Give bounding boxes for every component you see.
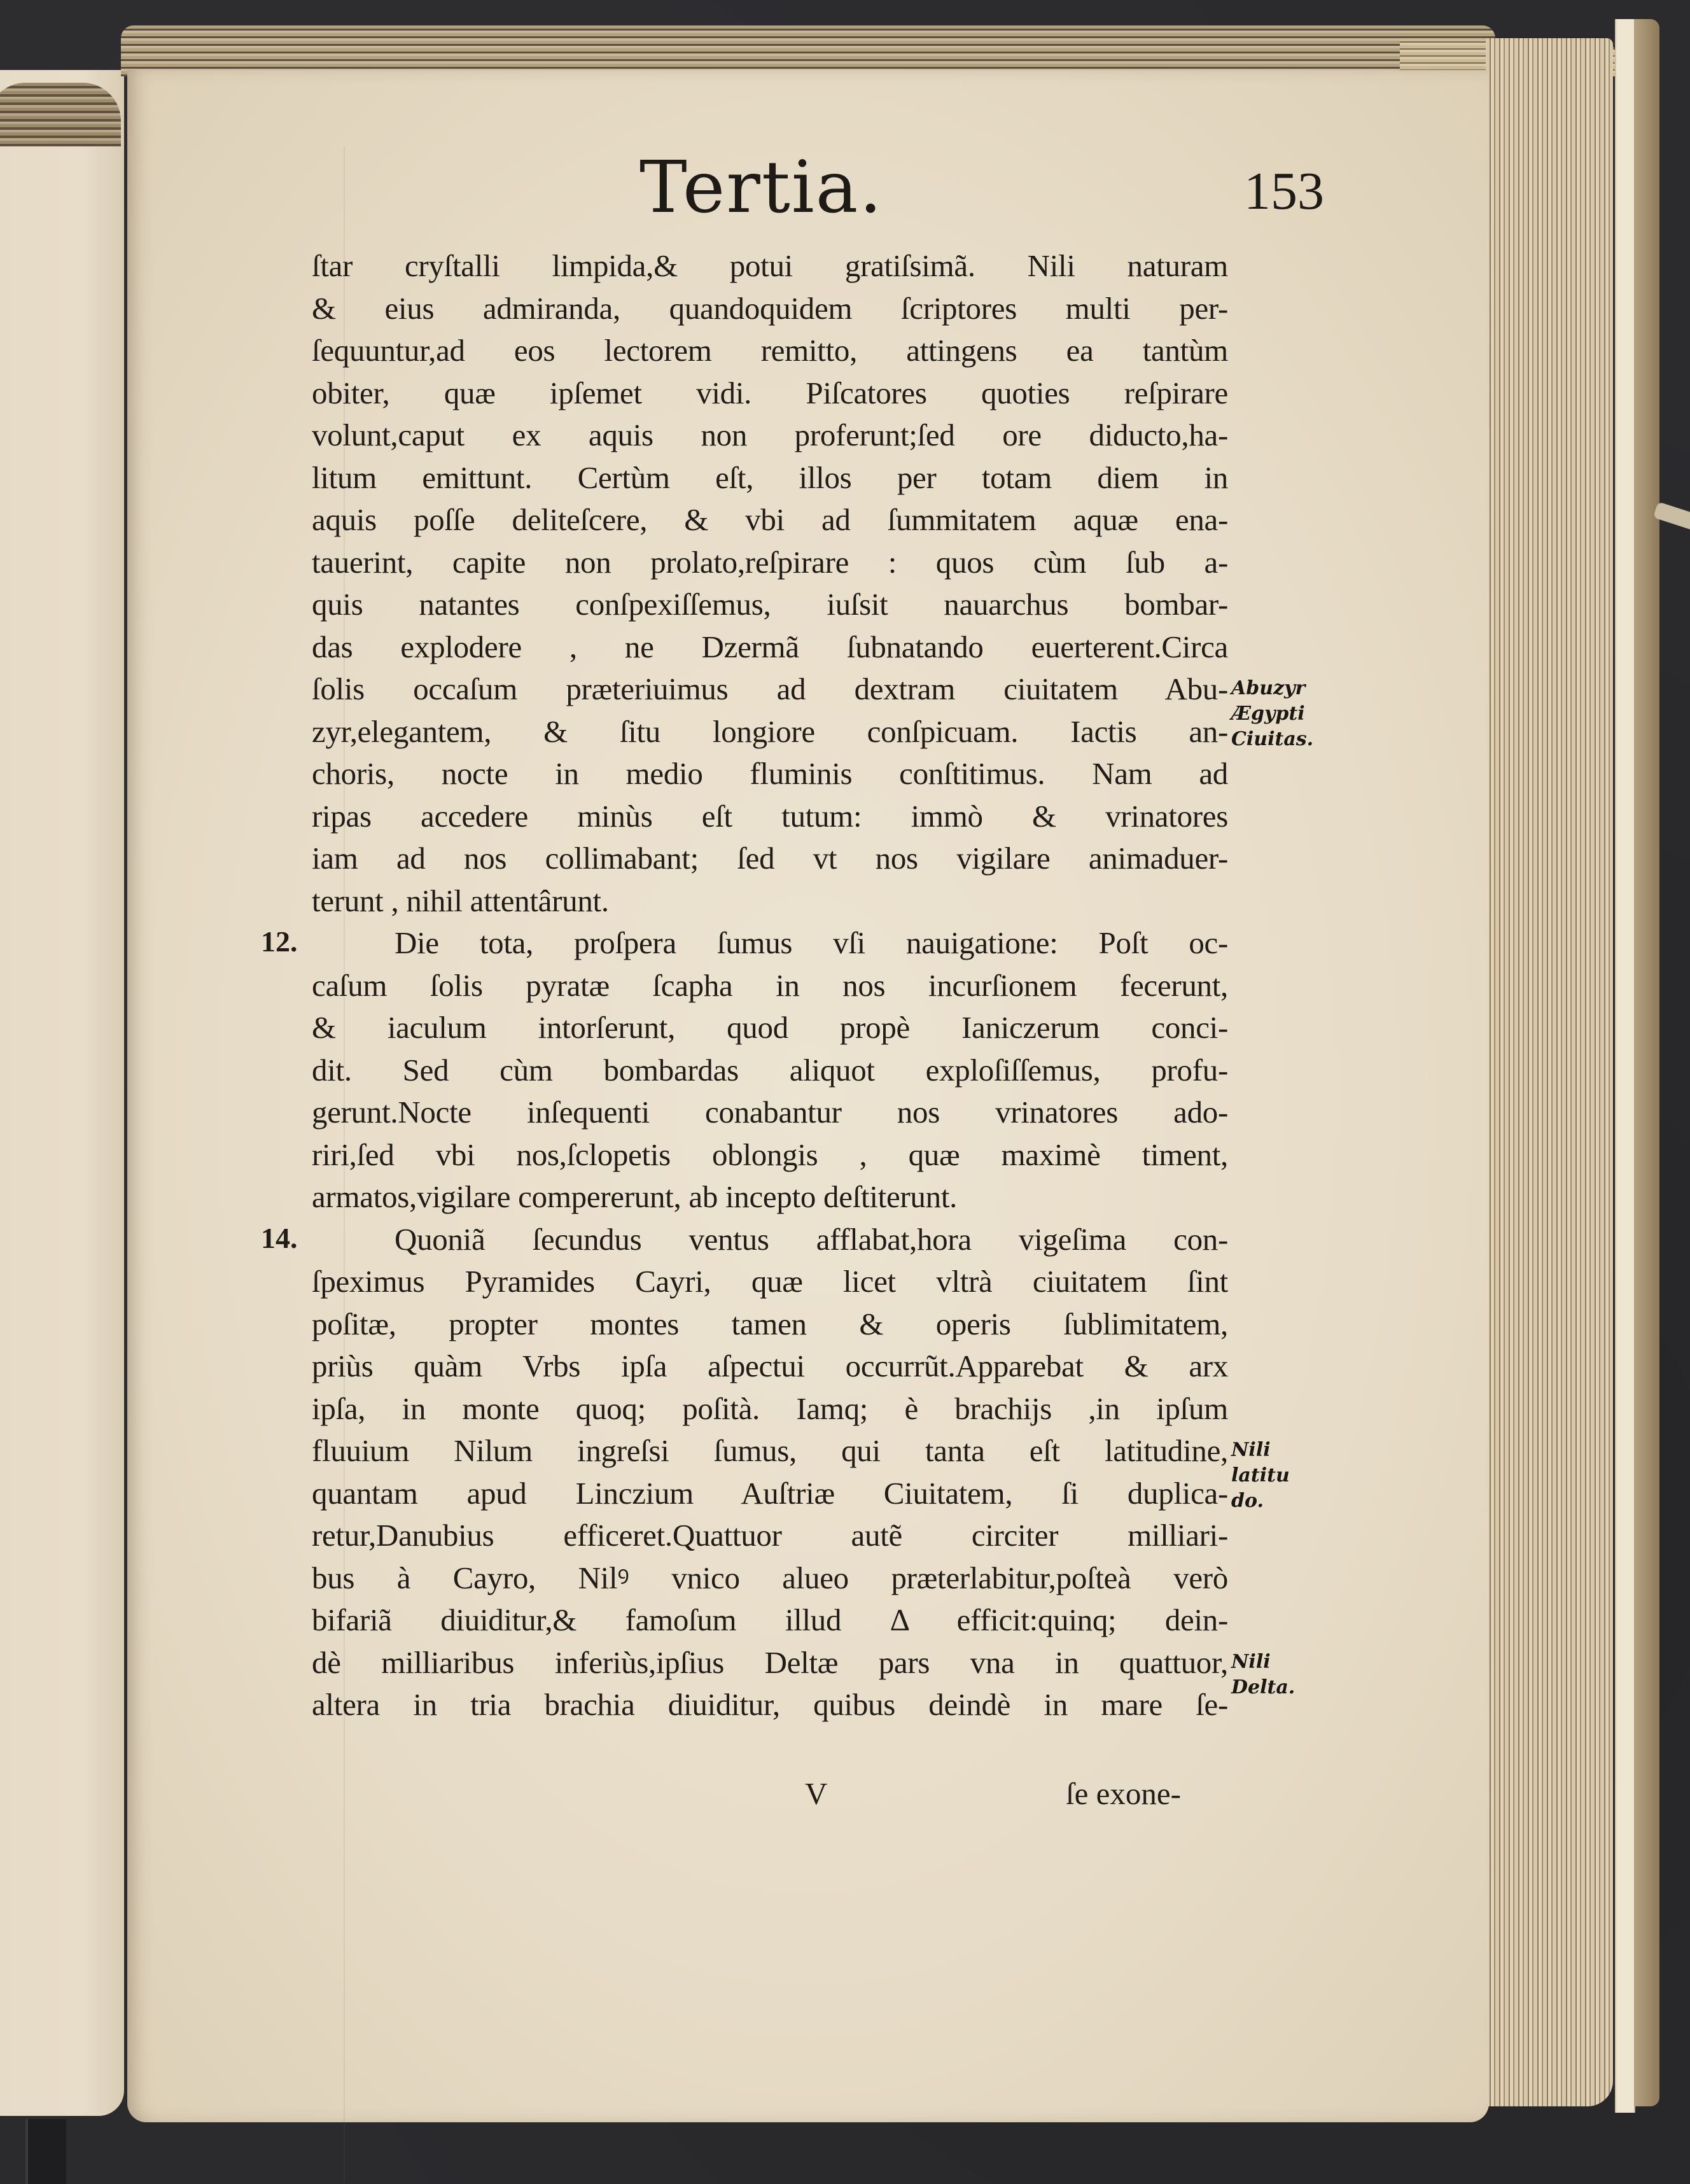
text-line: & iaculum intorſerunt, quod propè Ianiczerum conci- — [312, 1010, 1228, 1045]
book-cover — [1634, 19, 1659, 2106]
text-line: litum emittunt. Certùm eſt, illos per totam diem in — [312, 459, 1228, 495]
top-page-edges — [121, 25, 1495, 76]
text-line: dit. Sed cùm bombardas aliquot exploſiſſemus, profu- — [312, 1052, 1228, 1088]
running-head-title: Tertia. — [639, 146, 884, 229]
text-line: terunt , nihil attentârunt. — [312, 883, 609, 918]
left-page-edge — [0, 70, 124, 2116]
text-line: ſtar cryſtalli limpida,& potui gratiſsimã. Nili naturam — [312, 248, 1228, 283]
text-line: obiter, quæ ipſemet vidi. Piſcatores quoties reſpirare — [312, 375, 1228, 410]
text-line: zyr,elegantem, & ſitu longiore conſpicuam. Iactis an- — [312, 713, 1228, 749]
text-line: armatos,vigilare compererunt, ab incepto deſtiterunt. — [312, 1179, 958, 1214]
signature-mark: V — [805, 1776, 828, 1811]
text-line: tauerint, capite non prolato,reſpirare : quos cùm ſub a- — [312, 544, 1228, 580]
text-line: quis natantes conſpexiſſemus, iuſsit nauarchus bombar- — [312, 587, 1228, 622]
text-line: poſitæ, propter montes tamen & operis ſublimitatem, — [312, 1306, 1228, 1341]
text-line: retur,Danubius efficeret.Quattuor autẽ circiter milliari- — [312, 1518, 1228, 1553]
text-line: caſum ſolis pyratæ ſcapha in nos incurſionem fecerunt, — [312, 967, 1228, 1003]
catch-row — [312, 1775, 1228, 1820]
text-line: ſpeximus Pyramides Cayri, quæ licet vltrà ciuitatem ſint — [312, 1264, 1228, 1299]
text-line: gerunt.Nocte inſequenti conabantur nos vrinatores ado- — [312, 1095, 1228, 1130]
text-line: Die tota, proſpera ſumus vſi nauigatione: Poſt oc- — [395, 925, 1228, 960]
body-text — [312, 245, 1228, 1726]
page-number: 153 — [1244, 162, 1324, 221]
paragraph-number: 14. — [261, 1221, 298, 1254]
margin-note: Nili latitu do. — [1231, 1439, 1290, 1512]
text-line: Quoniã ſecundus ventus afflabat,hora vigeſima con- — [395, 1221, 1228, 1257]
text-line: altera in tria brachia diuiditur, quibus deindè in mare ſe- — [312, 1687, 1228, 1722]
margin-note: Nili Delta. — [1231, 1650, 1295, 1698]
left-page-top-edges — [0, 83, 121, 146]
margin-note: Abuzyr Ægypti Ciuitas. — [1231, 677, 1314, 750]
running-head — [0, 146, 1690, 235]
text-line: quantam apud Linczium Auſtriæ Ciuitatem, ſi duplica- — [312, 1475, 1228, 1511]
fore-edge-page-stack — [1486, 38, 1613, 2106]
text-line: fluuium Nilum ingreſsi ſumus, qui tanta eſt latitudine, — [312, 1433, 1228, 1468]
left-cover — [25, 2119, 66, 2184]
text-line: priùs quàm Vrbs ipſa aſpectui occurrũt.Apparebat & arx — [312, 1348, 1228, 1383]
text-line: ſolis occaſum præteriuimus ad dextram ciuitatem Abu- — [312, 671, 1228, 706]
text-line: ripas accedere minùs eſt tutum: immò & vrinatores — [312, 798, 1228, 834]
paragraph-number: 12. — [261, 925, 298, 958]
text-line: das explodere , ne Dzermã ſubnatando euerterent.Circa — [312, 629, 1228, 664]
text-line: dè milliaribus inferiùs,ipſius Deltæ pars vna in quattuor, — [312, 1644, 1228, 1680]
catchword: ſe exone- — [1066, 1776, 1181, 1811]
text-line: aquis poſſe deliteſcere, & vbi ad ſummitatem aquæ ena- — [312, 502, 1228, 537]
text-line: riri,ſed vbi nos,ſclopetis oblongis , quæ maximè timent, — [312, 1137, 1228, 1172]
flyleaf-edge — [1615, 19, 1635, 2113]
text-line: choris, nocte in medio fluminis conſtitimus. Nam ad — [312, 756, 1228, 791]
text-line: ipſa, in monte quoq; poſità. Iamq; è brachijs ,in ipſum — [312, 1390, 1228, 1426]
text-line: & eius admiranda, quandoquidem ſcriptores multi per- — [312, 290, 1228, 326]
text-line: iam ad nos collimabant; ſed vt nos vigilare animaduer- — [312, 841, 1228, 876]
text-line: bifariã diuiditur,& famoſum illud Δ efficit:quinq; dein- — [312, 1602, 1228, 1637]
text-line: volunt,caput ex aquis non proferunt;ſed ore diducto,ha- — [312, 417, 1228, 452]
text-line: bus à Cayro, Nilꝰ vnico alueo præterlabitur,poſteà verò — [312, 1560, 1228, 1595]
text-line: ſequuntur,ad eos lectorem remitto, attingens ea tantùm — [312, 333, 1228, 368]
